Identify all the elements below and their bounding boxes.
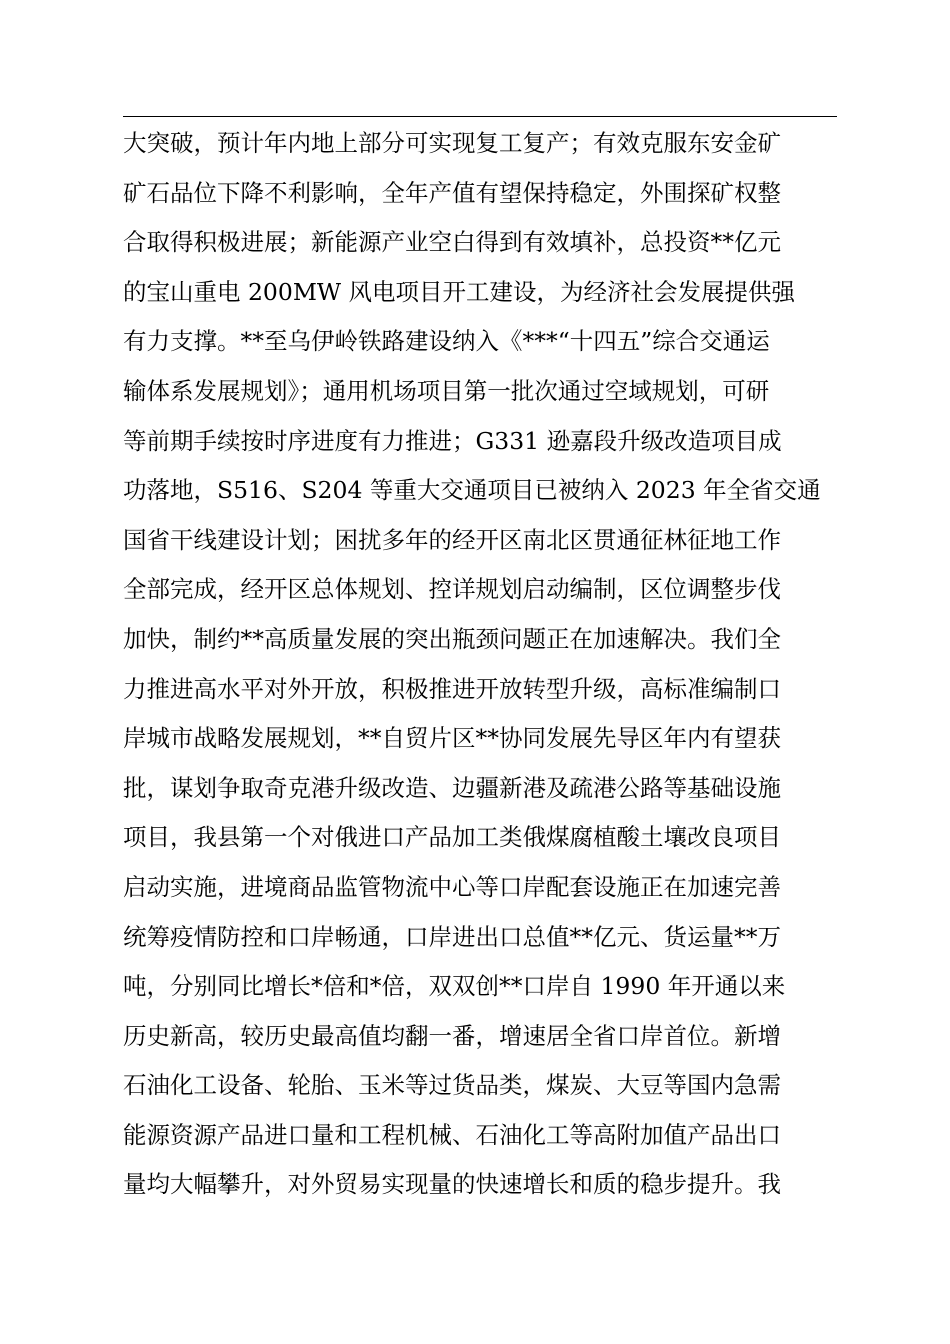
text-line: 能源资源产品进口量和工程机械、石油化工等高附加值产品出口 [123, 1120, 781, 1149]
text-line: 石油化工设备、轮胎、玉米等过货品类，煤炭、大豆等国内急需 [123, 1071, 781, 1100]
header-rule [123, 116, 837, 117]
text-line: 力推进高水平对外开放，积极推进开放转型升级，高标准编制口 [123, 674, 781, 703]
text-line: 国省干线建设计划；困扰多年的经开区南北区贯通征林征地工作 [123, 525, 781, 554]
text-line: 有力支撑。**至乌伊岭铁路建设纳入《***“十四五”综合交通运 [123, 327, 770, 356]
text-line: 合取得积极进展；新能源产业空白得到有效填补，总投资**亿元 [123, 228, 781, 257]
text-line: 吨，分别同比增长*倍和*倍，双双创**口岸自 1990 年开通以来 [123, 972, 786, 1001]
text-line: 岸城市战略发展规划，**自贸片区**协同发展先导区年内有望获 [123, 724, 781, 753]
text-line: 加快，制约**高质量发展的突出瓶颈问题正在加速解决。我们全 [123, 624, 781, 653]
text-line: 历史新高，较历史最高值均翻一番，增速居全省口岸首位。新增 [123, 1021, 781, 1050]
text-line: 大突破，预计年内地上部分可实现复工复产；有效克服东安金矿 [123, 129, 781, 157]
text-line: 批，谋划争取奇克港升级改造、边疆新港及疏港公路等基础设施 [123, 773, 781, 802]
text-line: 等前期手续按时序进度有力推进；G331 逊嘉段升级改造项目成 [123, 426, 782, 455]
text-line: 启动实施，进境商品监管物流中心等口岸配套设施正在加速完善 [123, 872, 781, 901]
text-line: 输体系发展规划》；通用机场项目第一批次通过空域规划，可研 [123, 376, 770, 405]
text-line: 项目，我县第一个对俄进口产品加工类俄煤腐植酸土壤改良项目 [123, 823, 781, 852]
text-line: 量均大幅攀升，对外贸易实现量的快速增长和质的稳步提升。我 [123, 1170, 781, 1199]
text-line: 功落地，S516、S204 等重大交通项目已被纳入 2023 年全省交通 [123, 476, 821, 505]
text-line: 矿石品位下降不利影响，全年产值有望保持稳定，外围探矿权整 [123, 178, 781, 207]
text-line: 全部完成，经开区总体规划、控详规划启动编制，区位调整步伐 [123, 575, 781, 604]
text-line: 统筹疫情防控和口岸畅通，口岸进出口总值**亿元、货运量**万 [123, 922, 781, 951]
text-line: 的宝山重电 200MW 风电项目开工建设，为经济社会发展提供强 [123, 277, 796, 306]
body-paragraph [123, 119, 837, 1210]
